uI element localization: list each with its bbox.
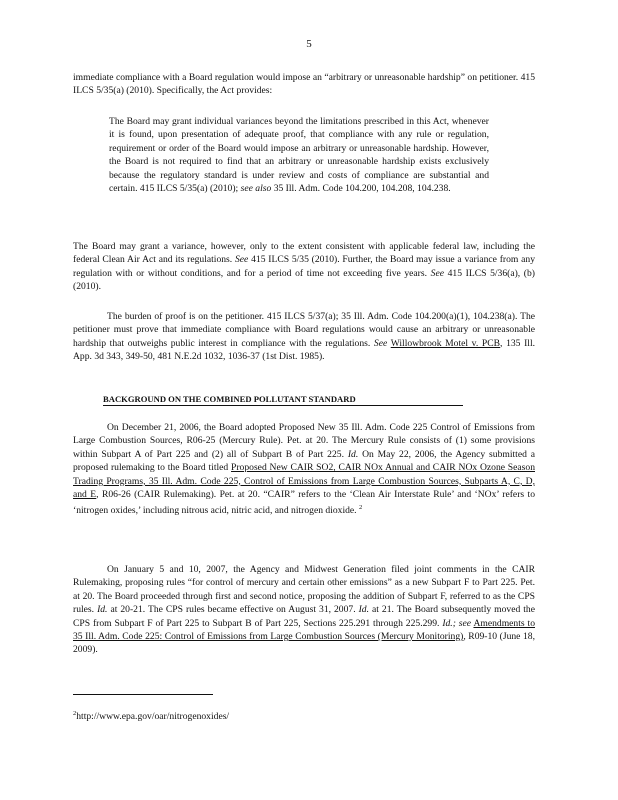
para2-text-a: The Board may grant a variance, however, only to the extent consistent with applicable federal law, including the federal Clean Air Act and its regulations. [73,241,535,266]
para5-text-a: On January 5 and 10, 2007, the Agency and Midwest Generation filed joint comments in the CAIR Rulemaking, proposing rules “for control of mercury and certain other emissions” as a new Subpart F to Part 225. Pet. at 20. The Board proceeded through first and second notice, proposing the addition of Subpart F, referred to as the CPS rules. [73,564,535,616]
footnote-number: 2 [73,710,77,717]
section-heading: BACKGROUND ON THE COMBINED POLLUTANT STANDARD [103,394,463,406]
footnote [73,710,229,722]
para4-text-b: On May 22, 2006, the Agency submitted a proposed rulemaking to the Board titled [73,448,535,474]
para3-see: See [373,337,388,349]
para2-see-2: See [430,267,444,279]
para2-text-c: 415 ILCS 5/36(a), (b) (2010). [73,267,535,293]
para5-text-c: at 21. The Board subsequently moved the CPS from Subpart F of Part 225 to Subpart B of Part 225, Sections 225.291 through 225.299. [73,604,535,629]
para2-see-1: See [234,254,249,266]
para4-id: Id. [347,448,359,460]
paragraph-burden-of-proof [73,310,535,364]
paragraph-intro: immediate compliance with a Board regulation would impose an “arbitrary or unreasonable hardship” on petitioner. 415 ILCS 5/35(a) (2010). Specifically, the Act provides: [73,72,535,97]
quote-see-also: see also [240,183,272,195]
footnote-url: http://www.epa.gov/oar/nitrogenoxides/ [76,711,230,723]
para4-text-c: , R06-26 (CAIR Rulemaking). Pet. at 20. “CAIR” refers to the ‘Clean Air Interstate Rule’ and ‘NOx’ refers to ‘nitrogen oxides,’ including nitrous acid, nitric acid, and nitrogen dioxide. [73,489,535,517]
para5-id-3: Id. [442,617,453,629]
quote-text: The Board may grant individual variances beyond the limitations prescribed in this Act, whenever it is found, upon presentation of adequate proof, that compliance with any rule or regulation, requirement or order of the Board would impose an arbitrary or unreasonable hardship. However, the Board is not required to find that an arbitrary or unreasonable hardship exists exclusively because the regulatory standard is under review and costs of compliance are substantial and certain. 415 ILCS 5/35(a) (2010); [109,116,489,195]
footnote-marker: 2 [358,504,363,512]
case-citation: Willowbrook Motel v. PCB [390,337,501,349]
para3-text-b: , 135 Ill. App. 3d 343, 349-50, 481 N.E.2d 1032, 1036-37 (1st Dist. 1985). [73,337,536,363]
amendments-title: Amendments to 35 Ill. Adm. Code 225: Control of Emissions from Large Combustion Sources (Mercury Monitoring) [73,617,535,643]
footnote-divider [73,694,213,695]
paragraph-cps-rules [73,563,535,657]
para5-see: ; see [452,617,472,629]
para5-text-b: at 20-21. The CPS rules became effective on August 31, 2007. [110,604,356,616]
quote-cite: 35 Ill. Adm. Code 104.200, 104.208, 104.238. [273,183,451,195]
para5-id-2: Id. [358,604,369,616]
cair-rulemaking-title: Proposed New CAIR SO2, CAIR NOx Annual and CAIR NOx Ozone Season Trading Programs, 35 Ill. Adm. Code 225, Control of Emissions from Large Combustion Sources, Subparts A, C, D, and E [73,462,535,501]
page-number: 5 [306,38,312,50]
para5-text-d: , R09-10 (June 18, 2009). [73,631,535,656]
para4-text-a: On December 21, 2006, the Board adopted Proposed New 35 Ill. Adm. Code 225 Control of Emissions from Large Combustion Sources, R06-25 (Mercury Rule). Pet. at 20. The Mercury Rule consists of (1) some provisions within Subpart A of Part 225 and (2) all of Subpart B of Part 225. [73,422,535,460]
paragraph-mercury-rule [73,421,535,518]
para2-text-b: 415 ILCS 5/35 (2010). Further, the Board may issue a variance from any regulation with or without conditions, and for a period of time not exceeding five years. [73,254,535,279]
paragraph-variance-scope [73,240,535,294]
para3-text-a: The burden of proof is on the petitioner. 415 ILCS 5/37(a); 35 Ill. Adm. Code 104.200(a)(1), 104.238(a). The petitioner must prove that immediate compliance with Board regulations would cause an arbitrary or unreasonable hardship that outweighs public interest in compliance with the regulations. [73,311,535,349]
para5-id-1: Id. [97,604,108,616]
block-quote [109,115,489,195]
